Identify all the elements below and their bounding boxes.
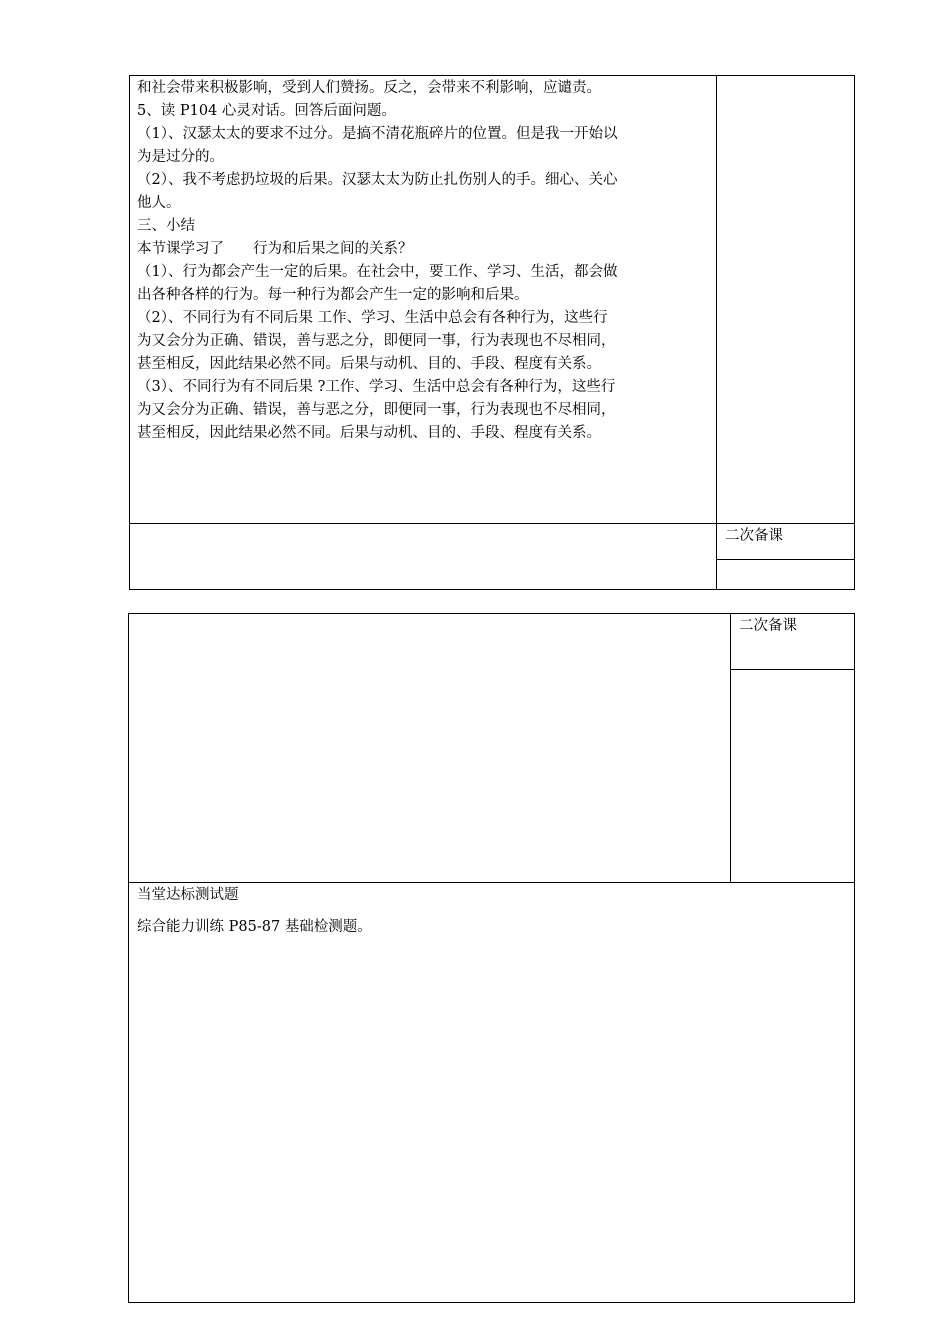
table1-side-divider <box>716 559 855 560</box>
table1-column-divider <box>716 75 717 590</box>
content-line: （1）、汉瑟太太的要求不过分。是搞不清花瓶碎片的位置。但是我一开始以 <box>137 126 618 142</box>
table2-side-label: 二次备课 <box>739 618 797 634</box>
content-line: 甚至相反，因此结果必然不同。后果与动机、目的、手段、程度有关系。 <box>137 356 601 372</box>
test-heading: 当堂达标测试题 <box>137 887 239 903</box>
test-content: 综合能力训练 P85-87 基础检测题。 <box>137 919 372 935</box>
content-line: （1）、行为都会产生一定的后果。在社会中，要工作、学习、生活，都会做 <box>137 264 618 280</box>
content-line: 本节课学习了 行为和后果之间的关系？ <box>137 241 413 257</box>
content-line: 他人。 <box>137 195 181 211</box>
content-line: 为又会分为正确、错误，善与恶之分，即便同一事，行为表现也不尽相同， <box>137 402 616 418</box>
content-line: 出各种各样的行为。每一种行为都会产生一定的影响和后果。 <box>137 287 529 303</box>
content-line: 和社会带来积极影响，受到人们赞扬。反之，会带来不利影响，应谴责。 <box>137 80 601 96</box>
content-line: 为是过分的。 <box>137 149 224 165</box>
table2-column-divider <box>730 613 731 883</box>
section-heading: 三、小结 <box>137 218 195 234</box>
table2-side-divider <box>730 669 855 670</box>
lesson-table-2 <box>128 613 855 1303</box>
content-line: （2）、不同行为有不同后果 工作、学习、生活中总会有各种行为，这些行 <box>137 310 608 326</box>
content-line: 甚至相反，因此结果必然不同。后果与动机、目的、手段、程度有关系。 <box>137 425 601 441</box>
content-line: 5、读 P104 心灵对话。回答后面问题。 <box>137 103 396 119</box>
table1-side-label: 二次备课 <box>725 528 783 544</box>
content-line: （2）、我不考虑扔垃圾的后果。汉瑟太太为防止扎伤别人的手。细心、关心 <box>137 172 618 188</box>
table1-row-divider <box>129 523 855 524</box>
content-line: 为又会分为正确、错误，善与恶之分，即便同一事，行为表现也不尽相同， <box>137 333 616 349</box>
content-line: （3）、不同行为有不同后果 ?工作、学习、生活中总会有各种行为，这些行 <box>137 379 616 395</box>
table2-row-divider <box>128 882 855 883</box>
